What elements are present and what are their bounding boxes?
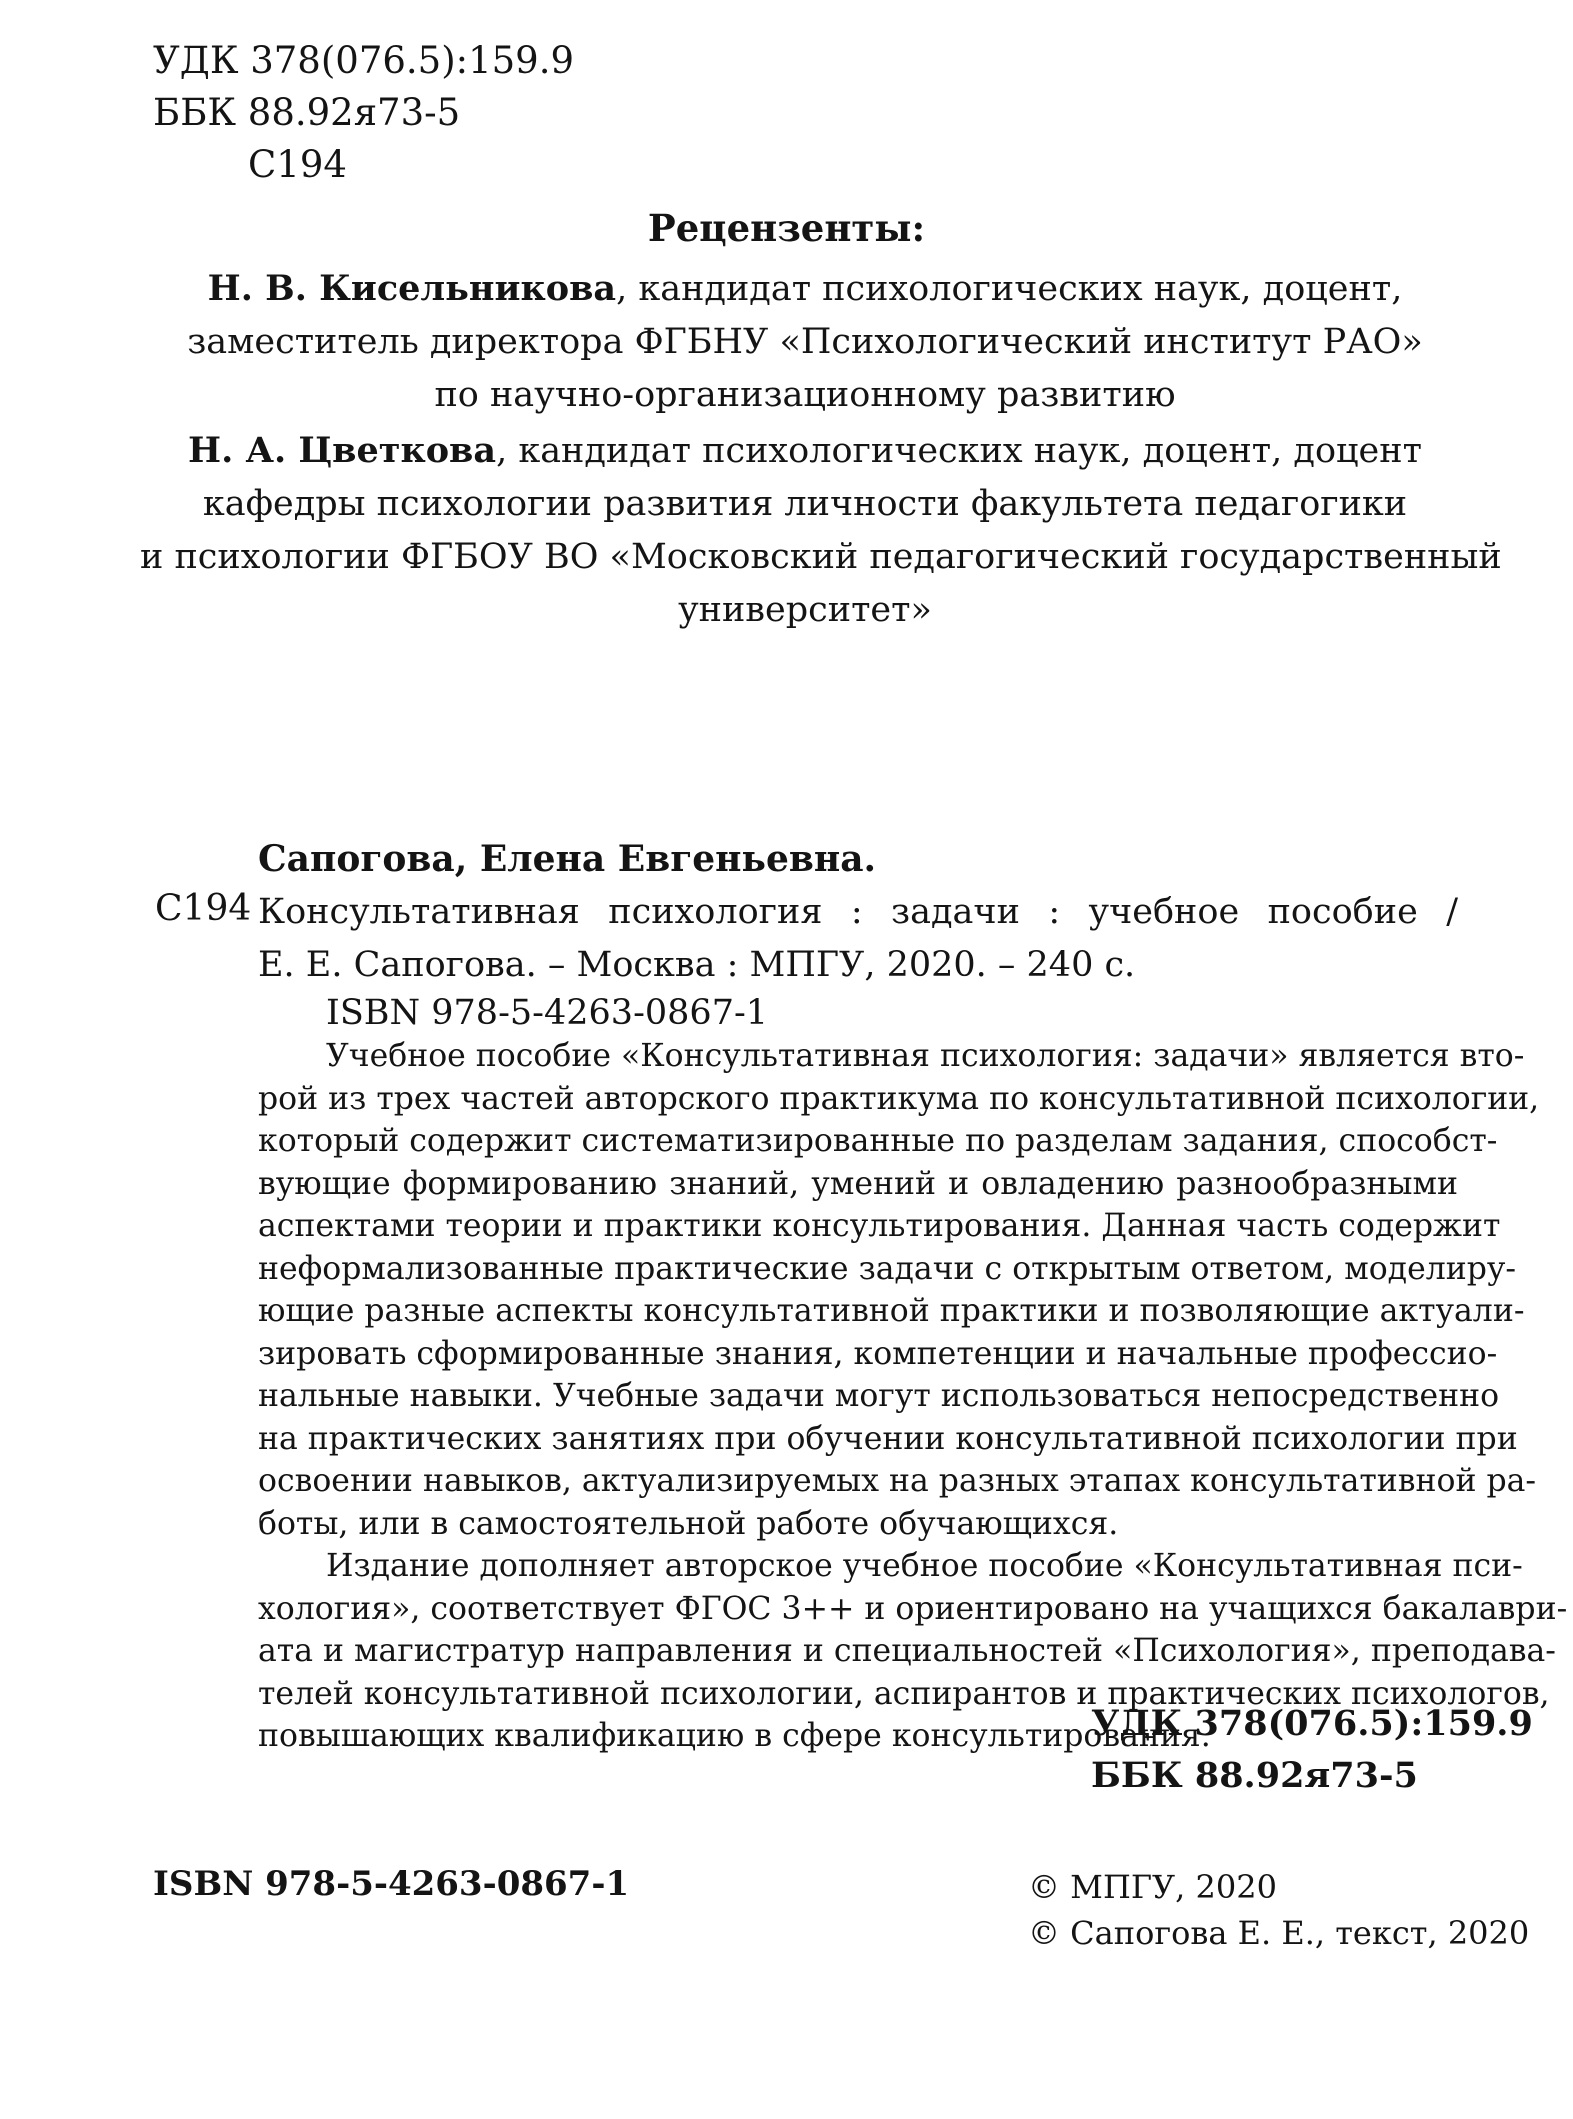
annotation-line: зировать сформированные знания, компетенции и начальные профессио- bbox=[258, 1335, 1498, 1372]
biblio-line-2: Е. Е. Сапогова. – Москва : МПГУ, 2020. – 240 с. bbox=[258, 945, 1136, 985]
reviewer-1-line-2: заместитель директора ФГБНУ «Психологический институт РАО» bbox=[187, 322, 1423, 362]
udk-code-bottom: УДК 378(076.5):159.9 bbox=[1091, 1703, 1533, 1744]
biblio-line-1: Консультативная психология : задачи : учебное пособие / bbox=[258, 892, 1458, 932]
annotation-line: боты, или в самостоятельной работе обучающихся. bbox=[258, 1505, 1119, 1542]
annotation-line: повышающих квалификацию в сфере консультирования. bbox=[258, 1718, 1211, 1754]
bbk-code-bottom: ББК 88.92я73-5 bbox=[1091, 1755, 1418, 1796]
annotation-line: который содержит систематизированные по разделам задания, способст- bbox=[258, 1123, 1498, 1159]
reviewer-2-line-3: и психологии ФГБОУ ВО «Московский педагогический государственный bbox=[140, 537, 1502, 577]
reviewer-1 bbox=[140, 262, 1470, 422]
annotation-line: вующие формированию знаний, умений и овладению разнообразными bbox=[258, 1165, 1458, 1202]
annotation-line: освоении навыков, актуализируемых на разных этапах консультативной ра- bbox=[258, 1463, 1537, 1499]
annotation-paragraph-1 bbox=[258, 1035, 1540, 1545]
reviewers-title: Рецензенты: bbox=[647, 206, 926, 250]
annotation-line: рой из трех частей авторского практикума по консультативной психологии, bbox=[258, 1080, 1540, 1117]
author-heading: Сапогова, Елена Евгеньевна. bbox=[258, 838, 877, 880]
annotation-line: на практических занятиях при обучении консультативной психологии при bbox=[258, 1420, 1518, 1457]
annotation-line: неформализованные практические задачи с открытым ответом, моделиру- bbox=[258, 1250, 1517, 1287]
copyright-author: © Сапогова Е. Е., текст, 2020 bbox=[1028, 1914, 1530, 1952]
annotation-line: нальные навыки. Учебные задачи могут использоваться непосредственно bbox=[258, 1378, 1500, 1414]
reviewer-1-name: Н. В. Кисельникова bbox=[207, 268, 617, 309]
reviewer-2-line-2: кафедры психологии развития личности факультета педагогики bbox=[202, 484, 1408, 524]
reviewer-2-line-1 bbox=[140, 424, 1470, 478]
reviewer-1-line-3: по научно-организационному развитию bbox=[434, 375, 1176, 415]
bbk-code-top: ББК 88.92я73-5 bbox=[153, 91, 461, 134]
annotation-line: Издание дополняет авторское учебное пособие «Консультативная пси- bbox=[326, 1548, 1523, 1584]
copyright-publisher: © МПГУ, 2020 bbox=[1028, 1868, 1277, 1906]
author-mark: С194 bbox=[155, 888, 252, 929]
reviewer-1-degree: , кандидат психологических наук, доцент, bbox=[616, 269, 1403, 309]
udk-code-top: УДК 378(076.5):159.9 bbox=[153, 39, 575, 82]
reviewer-2-name: Н. А. Цветкова bbox=[188, 430, 497, 471]
annotation-line: аспектами теории и практики консультирования. Данная часть содержит bbox=[258, 1208, 1501, 1244]
annotation bbox=[258, 1035, 1568, 1758]
reviewer-2 bbox=[140, 424, 1502, 637]
reviewer-2-degree: , кандидат психологических наук, доцент, доцент bbox=[496, 431, 1422, 471]
annotation-line: хология», соответствует ФГОС 3++ и ориентировано на учащихся бакалаври- bbox=[258, 1590, 1568, 1627]
bibliographic-description bbox=[258, 886, 1458, 992]
annotation-line: Учебное пособие «Консультативная психология: задачи» является вто- bbox=[326, 1038, 1525, 1074]
isbn-biblio: ISBN 978-5-4263-0867-1 bbox=[326, 993, 769, 1033]
annotation-line: телей консультативной психологии, аспирантов и практических психологов, bbox=[258, 1675, 1550, 1712]
isbn-footer: ISBN 978-5-4263-0867-1 bbox=[153, 1864, 630, 1904]
author-mark-top: С194 bbox=[248, 143, 347, 186]
reviewer-1-line-1 bbox=[140, 262, 1470, 316]
annotation-line: ющие разные аспекты консультативной практики и позволяющие актуали- bbox=[258, 1293, 1525, 1329]
annotation-line: ата и магистратур направления и специальностей «Психология», преподава- bbox=[258, 1633, 1556, 1669]
reviewer-2-line-4: университет» bbox=[678, 590, 932, 630]
